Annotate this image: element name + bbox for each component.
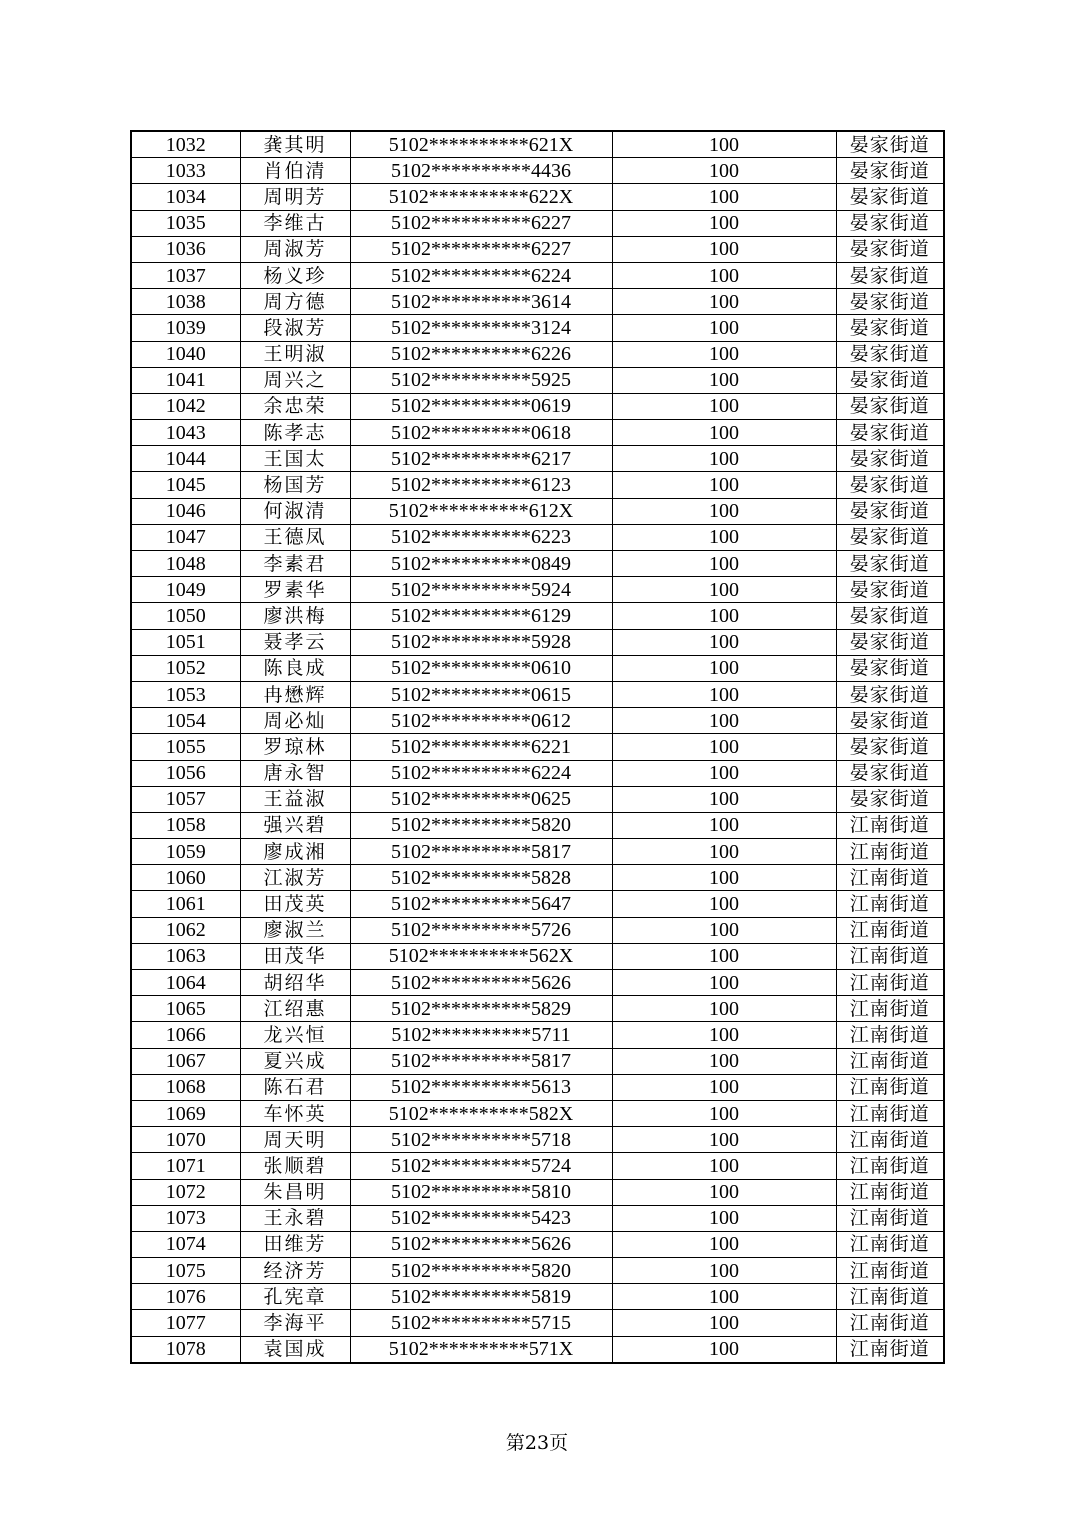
name-cell: 车怀英 [240,1100,350,1126]
serial-number-cell: 1072 [131,1179,240,1205]
street-cell: 江南街道 [836,1153,944,1179]
street-cell: 江南街道 [836,812,944,838]
name-cell: 冉懋辉 [240,681,350,707]
serial-number-cell: 1040 [131,341,240,367]
street-cell: 江南街道 [836,1074,944,1100]
id-number-cell: 5102**********6224 [350,760,612,786]
table-row [131,655,944,681]
name-cell: 王永碧 [240,1205,350,1231]
id-number-cell: 5102**********0618 [350,420,612,446]
amount-cell: 100 [612,629,836,655]
table-row [131,996,944,1022]
name-cell: 周天明 [240,1127,350,1153]
serial-number-cell: 1057 [131,786,240,812]
id-number-cell: 5102**********5423 [350,1205,612,1231]
name-cell: 廖淑兰 [240,917,350,943]
name-cell: 段淑芳 [240,315,350,341]
serial-number-cell: 1045 [131,472,240,498]
street-cell: 江南街道 [836,943,944,969]
table-row [131,603,944,629]
amount-cell: 100 [612,1074,836,1100]
id-number-cell: 5102**********6221 [350,734,612,760]
name-cell: 聂孝云 [240,629,350,655]
amount-cell: 100 [612,681,836,707]
street-cell: 江南街道 [836,1127,944,1153]
name-cell: 李维古 [240,210,350,236]
amount-cell: 100 [612,1153,836,1179]
table-row [131,760,944,786]
id-number-cell: 5102**********571X [350,1336,612,1363]
name-cell: 廖成湘 [240,839,350,865]
name-cell: 田茂华 [240,943,350,969]
table-row [131,708,944,734]
amount-cell: 100 [612,1336,836,1363]
name-cell: 陈孝志 [240,420,350,446]
id-number-cell: 5102**********4436 [350,158,612,184]
street-cell: 江南街道 [836,1258,944,1284]
street-cell: 江南街道 [836,1022,944,1048]
table-row [131,367,944,393]
street-cell: 江南街道 [836,1310,944,1336]
amount-cell: 100 [612,970,836,996]
id-number-cell: 5102**********0625 [350,786,612,812]
table-row [131,498,944,524]
id-number-cell: 5102**********6226 [350,341,612,367]
id-number-cell: 5102**********0619 [350,393,612,419]
id-number-cell: 5102**********5828 [350,865,612,891]
serial-number-cell: 1067 [131,1048,240,1074]
table-row [131,629,944,655]
amount-cell: 100 [612,446,836,472]
table-row [131,1022,944,1048]
id-number-cell: 5102**********5928 [350,629,612,655]
street-cell: 晏家街道 [836,446,944,472]
serial-number-cell: 1032 [131,131,240,158]
serial-number-cell: 1039 [131,315,240,341]
street-cell: 江南街道 [836,917,944,943]
serial-number-cell: 1070 [131,1127,240,1153]
street-cell: 晏家街道 [836,629,944,655]
id-number-cell: 5102**********5829 [350,996,612,1022]
street-cell: 江南街道 [836,1179,944,1205]
id-number-cell: 5102**********5647 [350,891,612,917]
table-row [131,551,944,577]
amount-cell: 100 [612,524,836,550]
serial-number-cell: 1068 [131,1074,240,1100]
id-number-cell: 5102**********5726 [350,917,612,943]
serial-number-cell: 1073 [131,1205,240,1231]
serial-number-cell: 1060 [131,865,240,891]
name-cell: 周必灿 [240,708,350,734]
amount-cell: 100 [612,1022,836,1048]
serial-number-cell: 1036 [131,236,240,262]
street-cell: 江南街道 [836,1336,944,1363]
name-cell: 廖洪梅 [240,603,350,629]
serial-number-cell: 1069 [131,1100,240,1126]
amount-cell: 100 [612,1231,836,1257]
table-row [131,917,944,943]
street-cell: 晏家街道 [836,760,944,786]
amount-cell: 100 [612,655,836,681]
serial-number-cell: 1047 [131,524,240,550]
id-number-cell: 5102**********5718 [350,1127,612,1153]
serial-number-cell: 1065 [131,996,240,1022]
id-number-cell: 5102**********5817 [350,1048,612,1074]
id-number-cell: 5102**********5626 [350,1231,612,1257]
table-row [131,289,944,315]
name-cell: 江绍惠 [240,996,350,1022]
amount-cell: 100 [612,289,836,315]
id-number-cell: 5102**********5810 [350,1179,612,1205]
table-row [131,865,944,891]
street-cell: 江南街道 [836,1231,944,1257]
street-cell: 晏家街道 [836,786,944,812]
id-number-cell: 5102**********0615 [350,681,612,707]
serial-number-cell: 1058 [131,812,240,838]
name-cell: 朱昌明 [240,1179,350,1205]
amount-cell: 100 [612,760,836,786]
amount-cell: 100 [612,943,836,969]
table-row [131,734,944,760]
amount-cell: 100 [612,603,836,629]
serial-number-cell: 1059 [131,839,240,865]
id-number-cell: 5102**********5819 [350,1284,612,1310]
table-row [131,393,944,419]
amount-cell: 100 [612,367,836,393]
serial-number-cell: 1066 [131,1022,240,1048]
id-number-cell: 5102**********6123 [350,472,612,498]
street-cell: 晏家街道 [836,551,944,577]
serial-number-cell: 1041 [131,367,240,393]
id-number-cell: 5102**********5715 [350,1310,612,1336]
serial-number-cell: 1074 [131,1231,240,1257]
amount-cell: 100 [612,996,836,1022]
serial-number-cell: 1042 [131,393,240,419]
table-row [131,681,944,707]
street-cell: 晏家街道 [836,262,944,288]
name-cell: 王明淑 [240,341,350,367]
serial-number-cell: 1037 [131,262,240,288]
amount-cell: 100 [612,891,836,917]
serial-number-cell: 1049 [131,577,240,603]
amount-cell: 100 [612,472,836,498]
name-cell: 杨义珍 [240,262,350,288]
street-cell: 江南街道 [836,1100,944,1126]
amount-cell: 100 [612,917,836,943]
name-cell: 袁国成 [240,1336,350,1363]
table-row [131,839,944,865]
serial-number-cell: 1076 [131,1284,240,1310]
street-cell: 江南街道 [836,996,944,1022]
name-cell: 田维芳 [240,1231,350,1257]
serial-number-cell: 1046 [131,498,240,524]
street-cell: 晏家街道 [836,131,944,158]
table-row [131,1153,944,1179]
id-number-cell: 5102**********5820 [350,1258,612,1284]
serial-number-cell: 1055 [131,734,240,760]
id-number-cell: 5102**********612X [350,498,612,524]
id-number-cell: 5102**********5613 [350,1074,612,1100]
serial-number-cell: 1033 [131,158,240,184]
roster-table [130,130,945,1364]
name-cell: 陈石君 [240,1074,350,1100]
amount-cell: 100 [612,812,836,838]
amount-cell: 100 [612,131,836,158]
amount-cell: 100 [612,420,836,446]
serial-number-cell: 1078 [131,1336,240,1363]
name-cell: 罗素华 [240,577,350,603]
amount-cell: 100 [612,734,836,760]
table-row [131,1074,944,1100]
id-number-cell: 5102**********5820 [350,812,612,838]
page-number: 第23页 [505,1432,569,1454]
street-cell: 晏家街道 [836,577,944,603]
table-row [131,891,944,917]
name-cell: 孔宪章 [240,1284,350,1310]
street-cell: 晏家街道 [836,393,944,419]
serial-number-cell: 1077 [131,1310,240,1336]
name-cell: 田茂英 [240,891,350,917]
id-number-cell: 5102**********5724 [350,1153,612,1179]
table-row [131,1127,944,1153]
name-cell: 张顺碧 [240,1153,350,1179]
table-row [131,131,944,158]
name-cell: 肖伯清 [240,158,350,184]
name-cell: 何淑清 [240,498,350,524]
amount-cell: 100 [612,262,836,288]
amount-cell: 100 [612,1179,836,1205]
table-row [131,1336,944,1363]
street-cell: 江南街道 [836,1048,944,1074]
serial-number-cell: 1056 [131,760,240,786]
amount-cell: 100 [612,551,836,577]
name-cell: 杨国芳 [240,472,350,498]
name-cell: 江淑芳 [240,865,350,891]
serial-number-cell: 1044 [131,446,240,472]
id-number-cell: 5102**********6129 [350,603,612,629]
name-cell: 龚其明 [240,131,350,158]
street-cell: 晏家街道 [836,603,944,629]
table-row [131,812,944,838]
name-cell: 夏兴成 [240,1048,350,1074]
name-cell: 胡绍华 [240,970,350,996]
name-cell: 周方德 [240,289,350,315]
street-cell: 晏家街道 [836,708,944,734]
serial-number-cell: 1052 [131,655,240,681]
street-cell: 晏家街道 [836,341,944,367]
table-row [131,472,944,498]
amount-cell: 100 [612,1284,836,1310]
serial-number-cell: 1034 [131,184,240,210]
amount-cell: 100 [612,210,836,236]
street-cell: 晏家街道 [836,681,944,707]
serial-number-cell: 1064 [131,970,240,996]
street-cell: 晏家街道 [836,472,944,498]
amount-cell: 100 [612,158,836,184]
id-number-cell: 5102**********6217 [350,446,612,472]
street-cell: 江南街道 [836,839,944,865]
serial-number-cell: 1061 [131,891,240,917]
roster-table-body [131,131,944,1363]
serial-number-cell: 1053 [131,681,240,707]
serial-number-cell: 1043 [131,420,240,446]
street-cell: 江南街道 [836,891,944,917]
id-number-cell: 5102**********582X [350,1100,612,1126]
street-cell: 晏家街道 [836,498,944,524]
id-number-cell: 5102**********0849 [350,551,612,577]
street-cell: 晏家街道 [836,367,944,393]
name-cell: 余忠荣 [240,393,350,419]
serial-number-cell: 1038 [131,289,240,315]
name-cell: 周兴之 [240,367,350,393]
name-cell: 王益淑 [240,786,350,812]
amount-cell: 100 [612,1127,836,1153]
amount-cell: 100 [612,236,836,262]
table-row [131,1284,944,1310]
name-cell: 罗琼林 [240,734,350,760]
serial-number-cell: 1071 [131,1153,240,1179]
serial-number-cell: 1050 [131,603,240,629]
amount-cell: 100 [612,184,836,210]
id-number-cell: 5102**********6224 [350,262,612,288]
table-row [131,210,944,236]
street-cell: 晏家街道 [836,184,944,210]
id-number-cell: 5102**********5626 [350,970,612,996]
id-number-cell: 5102**********622X [350,184,612,210]
amount-cell: 100 [612,1100,836,1126]
amount-cell: 100 [612,786,836,812]
serial-number-cell: 1035 [131,210,240,236]
name-cell: 陈良成 [240,655,350,681]
table-row [131,1310,944,1336]
id-number-cell: 5102**********621X [350,131,612,158]
amount-cell: 100 [612,865,836,891]
table-row [131,970,944,996]
amount-cell: 100 [612,393,836,419]
serial-number-cell: 1063 [131,943,240,969]
amount-cell: 100 [612,1048,836,1074]
street-cell: 晏家街道 [836,315,944,341]
street-cell: 江南街道 [836,970,944,996]
table-row [131,158,944,184]
serial-number-cell: 1062 [131,917,240,943]
id-number-cell: 5102**********0610 [350,655,612,681]
table-row [131,1258,944,1284]
name-cell: 李海平 [240,1310,350,1336]
name-cell: 周明芳 [240,184,350,210]
id-number-cell: 5102**********6223 [350,524,612,550]
table-row [131,577,944,603]
name-cell: 强兴碧 [240,812,350,838]
street-cell: 晏家街道 [836,524,944,550]
amount-cell: 100 [612,577,836,603]
table-row [131,446,944,472]
id-number-cell: 5102**********5817 [350,839,612,865]
name-cell: 经济芳 [240,1258,350,1284]
street-cell: 晏家街道 [836,236,944,262]
amount-cell: 100 [612,1310,836,1336]
amount-cell: 100 [612,498,836,524]
table-row [131,1048,944,1074]
table-row [131,1205,944,1231]
id-number-cell: 5102**********3124 [350,315,612,341]
table-row [131,1231,944,1257]
id-number-cell: 5102**********5925 [350,367,612,393]
street-cell: 江南街道 [836,1284,944,1310]
id-number-cell: 5102**********3614 [350,289,612,315]
table-row [131,341,944,367]
serial-number-cell: 1051 [131,629,240,655]
street-cell: 晏家街道 [836,655,944,681]
serial-number-cell: 1048 [131,551,240,577]
street-cell: 江南街道 [836,1205,944,1231]
table-row [131,420,944,446]
name-cell: 王国太 [240,446,350,472]
amount-cell: 100 [612,315,836,341]
id-number-cell: 5102**********562X [350,943,612,969]
street-cell: 晏家街道 [836,420,944,446]
name-cell: 周淑芳 [240,236,350,262]
street-cell: 晏家街道 [836,210,944,236]
street-cell: 晏家街道 [836,734,944,760]
street-cell: 晏家街道 [836,158,944,184]
name-cell: 李素君 [240,551,350,577]
table-row [131,1179,944,1205]
table-row [131,315,944,341]
table-row [131,184,944,210]
table-row [131,1100,944,1126]
table-row [131,786,944,812]
serial-number-cell: 1054 [131,708,240,734]
amount-cell: 100 [612,839,836,865]
street-cell: 晏家街道 [836,289,944,315]
table-row [131,943,944,969]
amount-cell: 100 [612,1205,836,1231]
amount-cell: 100 [612,708,836,734]
id-number-cell: 5102**********0612 [350,708,612,734]
id-number-cell: 5102**********5924 [350,577,612,603]
id-number-cell: 5102**********6227 [350,210,612,236]
name-cell: 唐永智 [240,760,350,786]
name-cell: 龙兴恒 [240,1022,350,1048]
amount-cell: 100 [612,1258,836,1284]
id-number-cell: 5102**********5711 [350,1022,612,1048]
name-cell: 王德凤 [240,524,350,550]
table-row [131,262,944,288]
serial-number-cell: 1075 [131,1258,240,1284]
id-number-cell: 5102**********6227 [350,236,612,262]
table-row [131,236,944,262]
amount-cell: 100 [612,341,836,367]
table-row [131,524,944,550]
street-cell: 江南街道 [836,865,944,891]
